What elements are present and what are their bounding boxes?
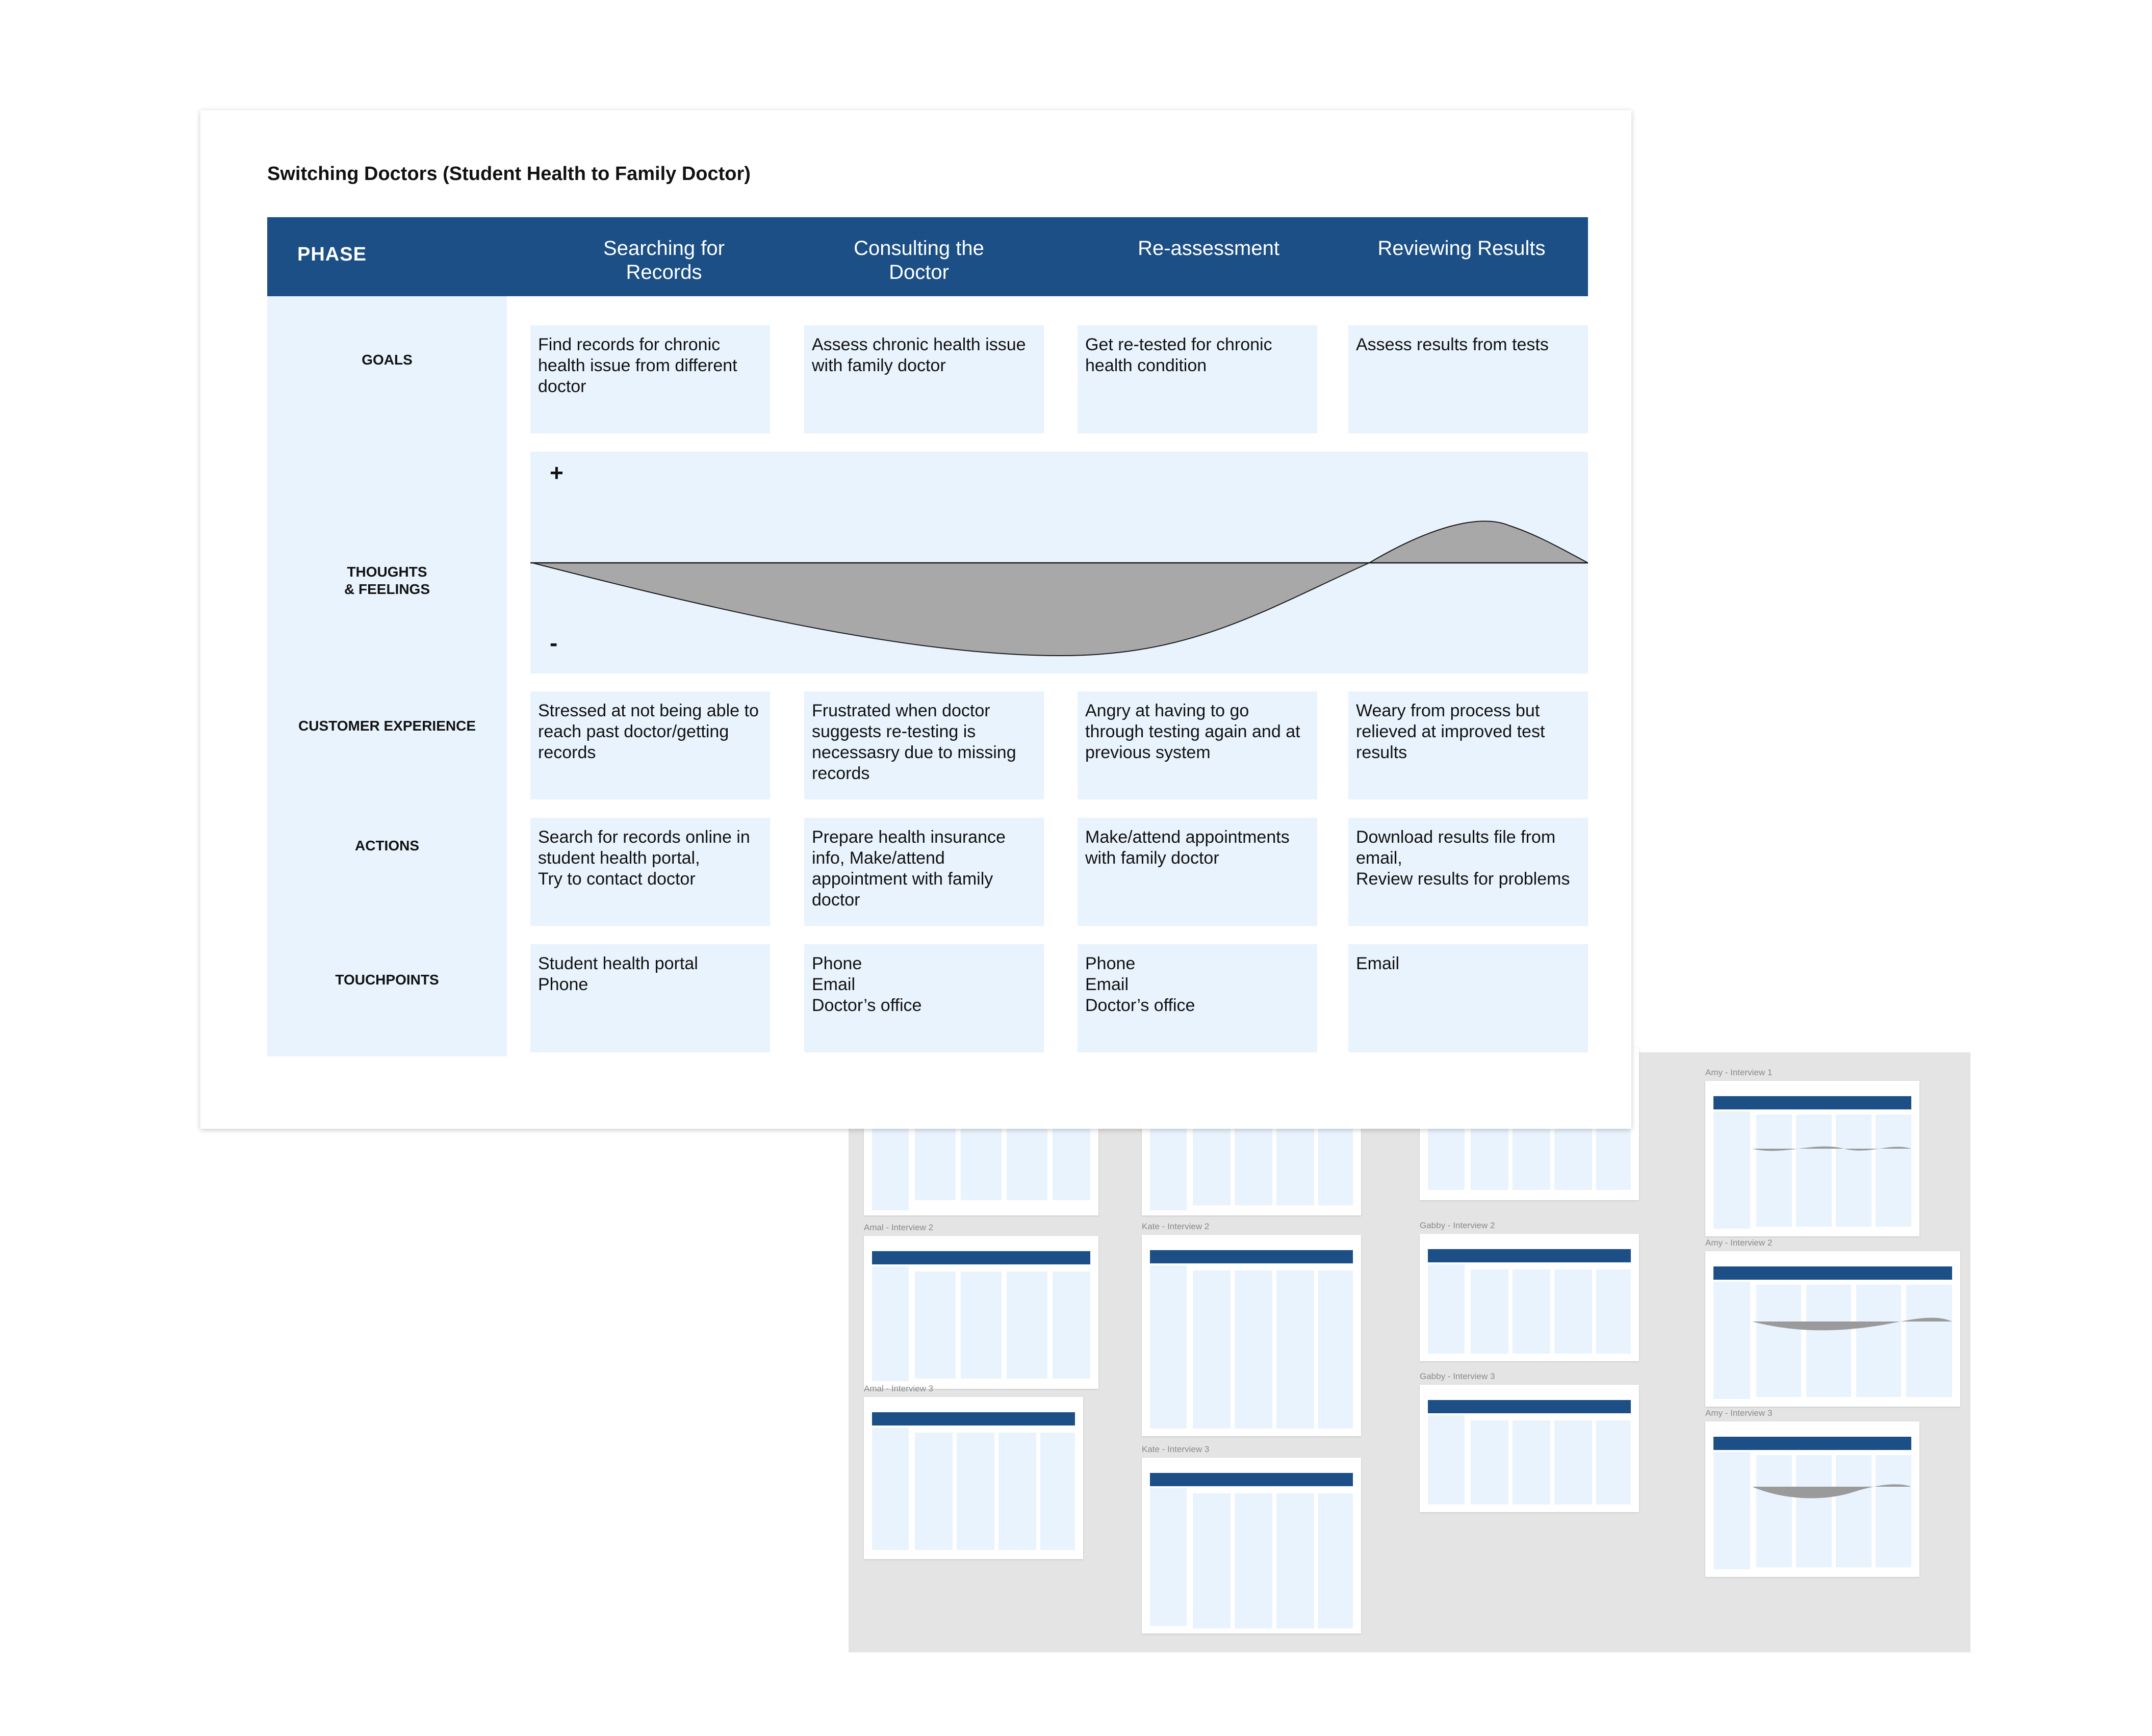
goal-cell: Find records for chronic health issue from different doctor [530,325,770,433]
thumb-wave [1752,1311,1952,1334]
negative-marker: - [550,630,558,656]
thumbnail-label: Kate - Interview 2 [1142,1222,1210,1231]
goal-cell: Assess chronic health issue with family doctor [804,325,1044,433]
map-title: Switching Doctors (Student Health to Family Doctor) [267,163,751,185]
action-cell: Search for records online in student health portal, Try to contact doctor [530,818,770,926]
experience-cell: Angry at having to go through testing again and at previous system [1078,691,1317,799]
row-label-actions: ACTIONS [355,838,419,853]
action-cell: Make/attend appointments with family doctor [1078,818,1317,926]
touchpoint-cell: Phone Email Doctor’s office [804,944,1044,1052]
phase-label: PHASE [297,244,367,265]
journey-map-card[interactable] [200,110,1631,1129]
thumb-wave [1752,1480,1911,1502]
action-cell: Download results file from email, Review results for problems [1348,818,1588,926]
thumbnail-label: Amal - Interview 2 [864,1223,934,1232]
phase-consulting-doctor: Consulting the Doctor [854,237,984,283]
thumbnail-label: Gabby - Interview 3 [1420,1371,1495,1381]
touchpoint-cell: Phone Email Doctor’s office [1078,944,1317,1052]
touchpoint-cell: Student health portal Phone [530,944,770,1052]
phase-reviewing-results: Reviewing Results [1377,237,1546,260]
interview-board [849,1052,1970,1652]
thumbnail-label: Amy - Interview 2 [1705,1238,1773,1248]
row-label-customer-experience: CUSTOMER EXPERIENCE [298,718,476,734]
goal-cell: Get re-tested for chronic health condition [1078,325,1317,433]
experience-cell: Frustrated when doctor suggests re-testing is necessasry due to missing records [804,691,1044,799]
experience-cell: Weary from process but relieved at improved test results [1348,691,1588,799]
row-label-thoughts-feelings: THOUGHTS & FEELINGS [344,564,430,597]
phase-header [267,217,1588,296]
row-label-goals: GOALS [362,352,413,368]
touchpoint-cell: Email [1348,944,1588,1052]
experience-cell: Stressed at not being able to reach past doctor/getting records [530,691,770,799]
goal-cell: Assess results from tests [1348,325,1588,433]
thoughts-feelings-chart [530,452,1588,673]
thumb-wave [1752,1141,1911,1156]
emotion-curve [530,452,1588,673]
positive-marker: + [550,459,563,486]
row-labels-column [267,296,507,1056]
thumbnail-label: Amal - Interview 3 [864,1384,934,1393]
row-label-touchpoints: TOUCHPOINTS [335,972,439,988]
thumbnail-label: Amy - Interview 3 [1705,1408,1773,1418]
action-cell: Prepare health insurance info, Make/attend appointment with family doctor [804,818,1044,926]
thumbnail-label: Amy - Interview 1 [1705,1068,1773,1077]
phase-searching-records: Searching for Records [603,237,725,283]
phase-reassessment: Re-assessment [1138,237,1279,260]
thumbnail-label: Kate - Interview 3 [1142,1444,1210,1454]
thumbnail-label: Gabby - Interview 2 [1420,1221,1495,1230]
